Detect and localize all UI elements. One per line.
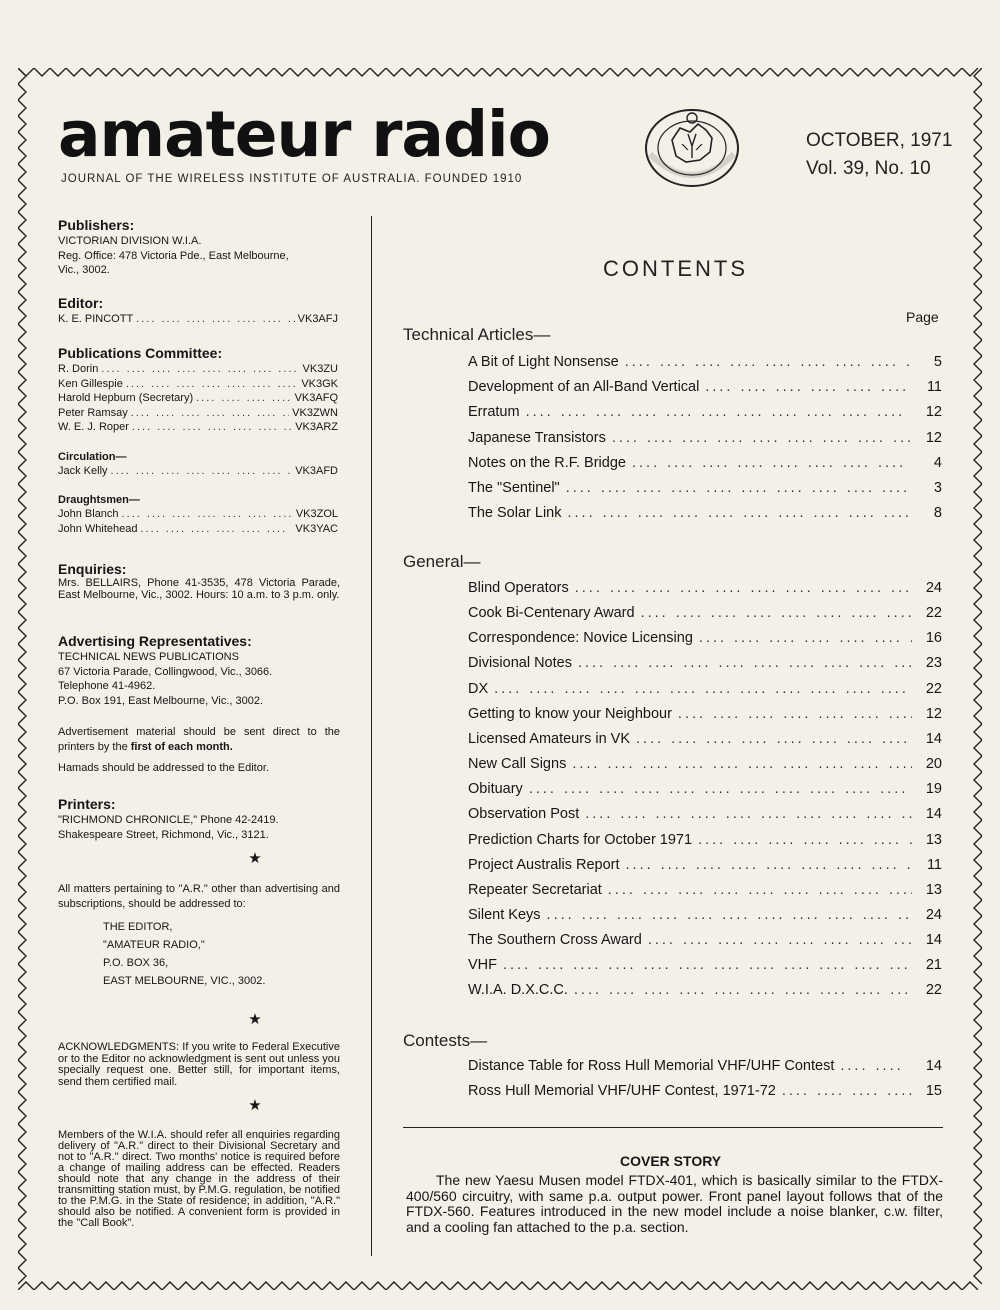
leader-dots [636,731,912,751]
entry-page: 22 [925,982,942,999]
contents-entry [468,957,942,977]
members-text: Members of the W.I.A. should refer all enquiries regarding delivery of "A.R." direct to their Divisional Secretary and not to "A.R." direct. Two months' notice is required before a change of mailing address can be effected. Readers should note that any change in the address of their transmitting station must, by P.M.G. regulation, be notified to the P.M.G. in the State of residence; in addition, "A.R." should also be notified. A convenient form is provided in the "Call Book". [58,1129,340,1229]
hamads-note: Hamads should be addressed to the Editor. [58,762,269,774]
entry-title: Getting to know your Neighbour [468,705,672,722]
entry-title: Silent Keys [468,906,541,923]
contents-entry [468,681,942,701]
entry-title: W.I.A. D.X.C.C. [468,982,568,999]
matters-text: All matters pertaining to "A.R." other than advertising and subscriptions, should be addressed to: [58,883,340,910]
entry-title: Project Australis Report [468,856,620,873]
entry-title: DX [468,680,489,697]
entry-page: 11 [926,379,942,396]
entry-title: Licensed Amateurs in VK [468,730,631,747]
staff-row [58,464,338,479]
contents-entry [468,832,942,852]
section-heading: Publications Committee: [58,345,223,361]
entry-title: Ross Hull Memorial VHF/UHF Contest, 1971-72 [468,1083,776,1099]
call-sign: VK3ARZ [295,421,338,433]
contents-entry [468,756,942,776]
text-line: 67 Victoria Parade, Collingwood, Vic., 3066. [58,665,273,678]
entry-title: Distance Table for Ross Hull Memorial VHF/UHF Contest [468,1058,835,1074]
contents-entry [468,404,942,424]
members-section [58,1130,340,1229]
cover-story-title: COVER STORY [620,1153,722,1169]
enquiries-text: Mrs. BELLAIRS, Phone 41-3535, 478 Victoria Parade, East Melbourne, Vic., 3002. Hours: 10 a.m. to 3 p.m. only. [58,577,340,601]
entry-page: 21 [925,957,942,974]
leader-dots [612,430,912,450]
leader-dots [526,404,912,424]
staff-row [58,406,338,421]
star-divider: ★ [248,1097,262,1114]
contents-entry [468,932,942,952]
contents-entry [468,630,942,650]
note-emphasis: first of each month. [130,740,233,753]
leader-dots [575,580,912,600]
entry-title: Observation Post [468,806,580,823]
entry-page: 14 [925,932,942,949]
entry-page: 22 [925,680,942,697]
entry-title: Erratum [468,404,520,421]
entry-title: Divisional Notes [468,655,572,672]
leader-dots [529,781,912,801]
entry-page: 20 [925,756,942,773]
staff-row [58,522,338,537]
advertising-note [58,725,340,754]
call-sign: VK3ZWN [292,406,338,419]
entry-page: 13 [925,831,942,848]
leader-dots [698,832,912,852]
entry-page: 14 [925,730,942,747]
staff-row [58,507,338,522]
contests-heading: Contests— [403,1031,488,1050]
leader-dots [840,1058,912,1078]
editorial-address-section [58,882,340,990]
entry-page: 22 [925,605,942,622]
leader-dots [494,681,912,701]
section-heading: Printers: [58,796,116,812]
entry-title: Notes on the R.F. Bridge [468,454,626,471]
cover-divider [403,1127,943,1128]
leader-dots [608,882,912,902]
text-line: P.O. Box 191, East Melbourne, Vic., 3002. [58,694,264,707]
contents-entry [468,605,942,625]
text-line: TECHNICAL NEWS PUBLICATIONS [58,651,239,663]
draughtsmen-section [58,493,340,536]
text-line: Vic., 3002. [58,264,110,276]
entry-title: Repeater Secretariat [468,881,602,898]
leader-dots [566,480,912,500]
contents-entry [468,655,942,675]
call-sign: VK3ZOL [295,508,338,520]
leader-dots [648,932,912,952]
text-line: Telephone 41-4962. [58,680,156,692]
section-heading: Editor: [58,295,104,311]
entry-page: 23 [925,655,942,672]
contents-entry [468,455,942,475]
address-line: THE EDITOR, [103,921,173,933]
issue-date: OCTOBER, 1971 [806,130,953,151]
leader-dots [678,706,912,726]
entry-page: 24 [925,580,942,596]
column-divider [371,216,372,1256]
contents-entry [468,505,942,525]
text-line: "RICHMOND CHRONICLE," Phone 42-2419. [58,814,279,826]
enquiries-section [58,560,340,601]
magazine-title: amateur radio [58,98,550,171]
leader-dots [574,982,912,1002]
call-sign: VK3AFQ [294,392,338,404]
leader-dots [625,354,912,374]
staff-row [58,391,338,406]
leader-dots [641,605,912,625]
call-sign: VK3ZU [302,363,338,375]
contents-entry [468,1058,942,1078]
section-heading: Enquiries: [58,561,127,577]
entry-page: 12 [925,429,942,446]
leader-dots [503,957,912,977]
staff-row [58,377,338,392]
section-heading: Draughtsmen— [58,494,140,506]
cover-story-text: The new Yaesu Musen model FTDX-401, which is basically similar to the FTDX-400/560 circuitry, with same p.a. output power. Front panel layout follows that of the FTDX-560. Features introduced in the new model include a noise blanker, c.w. filter, and a cooling fan attached to the p.a. section. [406,1172,943,1235]
entry-title: The Solar Link [468,505,562,522]
entry-title: VHF [468,957,497,974]
editor-section [58,294,340,327]
entry-title: Prediction Charts for October 1971 [468,831,693,848]
leader-dots [705,379,912,399]
call-sign: VK3AFD [295,465,338,477]
wia-crest-icon [642,104,742,190]
publishers-section [58,216,340,278]
call-sign: VK3AFJ [297,313,338,325]
entry-page: 15 [925,1083,942,1099]
entry-page: 3 [933,480,942,496]
staff-name: John Blanch [58,508,119,520]
staff-name: K. E. PINCOTT [58,313,134,325]
staff-name: Peter Ramsay [58,406,128,419]
leader-dots [632,455,912,475]
staff-row [58,362,338,377]
entry-title: New Call Signs [468,756,567,773]
entry-page: 5 [933,354,942,370]
contents-entry [468,882,942,902]
contents-entry [468,354,942,374]
contents-entry [468,480,942,500]
committee-section [58,344,340,435]
call-sign: VK3YAC [295,522,338,535]
star-divider: ★ [248,1011,262,1028]
entry-page: 13 [925,881,942,898]
staff-name: W. E. J. Roper [58,421,129,433]
entry-title: Obituary [468,781,523,798]
star-divider: ★ [248,850,262,867]
contents-entry [468,379,942,399]
staff-name: Jack Kelly [58,465,108,477]
entry-title: The "Sentinel" [468,480,560,496]
acknowledgments-text: ACKNOWLEDGMENTS: If you write to Federal Executive or to the Editor no acknowledgment is sent out unless you specially request one. Better still, for important items, send them certified mail. [58,1041,340,1088]
staff-name: Ken Gillespie [58,377,123,390]
acknowledgments-section [58,1042,340,1088]
contents-entry [468,1083,942,1103]
address-line: EAST MELBOURNE, VIC., 3002. [103,975,266,987]
page-column-heading: Page [906,309,939,325]
entry-title: Cook Bi-Centenary Award [468,605,635,622]
contents-entry [468,706,942,726]
contents-entry [468,806,942,826]
entry-page: 24 [925,906,942,923]
leader-dots [572,756,912,776]
leader-dots [547,907,912,927]
circulation-section [58,450,340,479]
address-line: P.O. BOX 36, [103,957,169,969]
contents-entry [468,580,942,600]
note-text: Advertisement material should be sent direct to the printers by the [58,726,340,753]
general-heading: General— [403,552,481,571]
issue-volume: Vol. 39, No. 10 [806,158,931,179]
entry-page: 14 [925,1058,942,1074]
section-heading: Publishers: [58,217,135,233]
section-heading: Advertising Representatives: [58,633,252,649]
leader-dots [699,630,912,650]
contents-title: CONTENTS [603,256,748,281]
entry-page: 12 [925,705,942,722]
text-line: Reg. Office: 478 Victoria Pde., East Melbourne, [58,249,289,262]
entry-page: 12 [925,404,942,421]
text-line: VICTORIAN DIVISION W.I.A. [58,235,202,247]
entry-page: 16 [925,630,942,647]
contents-entry [468,731,942,751]
contents-entry [468,982,942,1002]
section-heading: Circulation— [58,451,127,463]
staff-name: John Whitehead [58,522,138,535]
leader-dots [626,857,912,877]
entry-page: 19 [925,781,942,798]
leader-dots [585,806,912,826]
entry-page: 8 [933,505,942,522]
contents-entry [468,857,942,877]
entry-page: 14 [925,806,942,823]
advertising-section [58,632,340,776]
entry-title: Blind Operators [468,580,569,596]
staff-row [58,312,338,327]
entry-title: Correspondence: Novice Licensing [468,630,693,647]
contents-entry [468,907,942,927]
issue-info [806,127,952,183]
staff-row [58,420,338,435]
address-line: "AMATEUR RADIO," [103,939,205,951]
staff-name: R. Dorin [58,363,99,375]
leader-dots [782,1083,912,1103]
contents-entry [468,430,942,450]
call-sign: VK3GK [301,377,338,390]
editor-address [58,918,340,990]
leader-dots [568,505,913,525]
entry-page: 4 [933,454,942,471]
entry-title: Development of an All-Band Vertical [468,379,700,396]
entry-title: The Southern Cross Award [468,932,642,949]
text-line: Shakespeare Street, Richmond, Vic., 3121. [58,828,269,841]
entry-title: A Bit of Light Nonsense [468,354,619,370]
entry-title: Japanese Transistors [468,429,606,446]
printers-section [58,795,340,842]
leader-dots [578,655,912,675]
staff-name: Harold Hepburn (Secretary) [58,392,194,404]
technical-heading: Technical Articles— [403,325,551,344]
contents-entry [468,781,942,801]
entry-page: 11 [926,856,942,873]
magazine-subtitle: JOURNAL OF THE WIRELESS INSTITUTE OF AUSTRALIA. FOUNDED 1910 [61,173,523,185]
